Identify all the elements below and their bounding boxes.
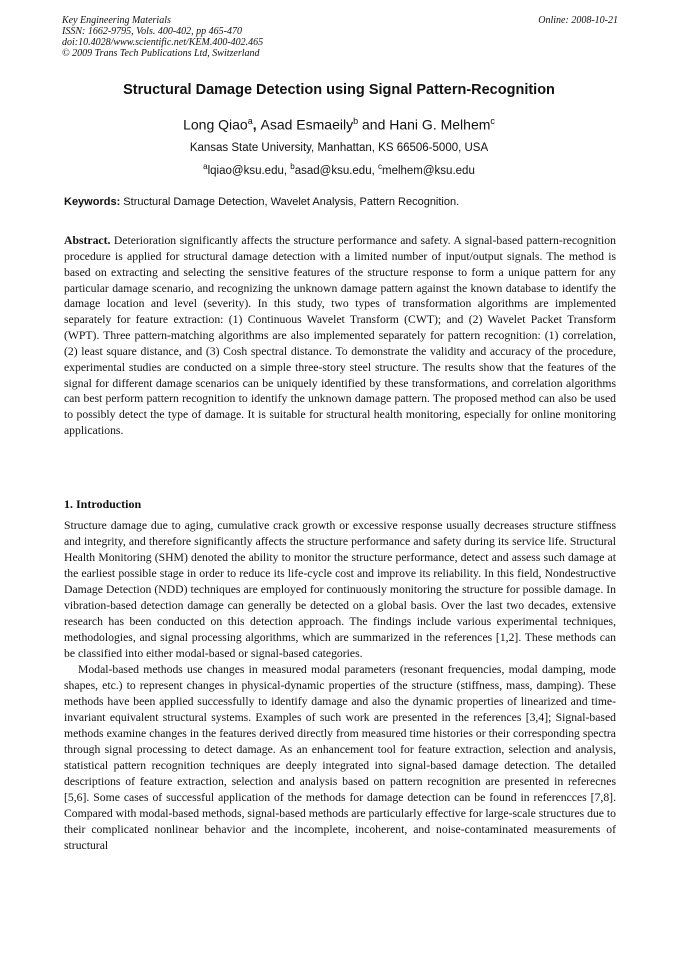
- author-superscript: a: [247, 116, 253, 126]
- email-address: melhem@ksu.edu: [381, 164, 475, 177]
- copyright-line: © 2009 Trans Tech Publications Ltd, Switzerland: [62, 48, 260, 59]
- keywords-label: Keywords:: [64, 196, 121, 208]
- intro-paragraph-1: Structure damage due to aging, cumulative crack growth or excessive response usually decreases structure stiffness and integrity, and therefore significantly affects the structure performance and safety during its service life. Structural Health Monitoring (SHM) denoted the ability to monitor the structure performance, detect and assess such damage at the earliest possible stage in order to reduce its life-cycle cost and improve its reliability. In this field, Nondestructive Damage Detection (NDD) techniques are employed for continuously monitoring the structure for possible damage. In vibration-based detection damage can generally be detected on a global basis. Over the last two decades, extensive research has been conducted on this detection approach. The findings include various experimental techniques, methodologies, and signal processing algorithms, which are summarized in the references [1,2]. These methods can be classified into either modal-based or signal-based categories.: [64, 519, 616, 660]
- author-list: [60, 116, 618, 133]
- online-date: Online: 2008-10-21: [538, 15, 618, 26]
- keywords-text: Structural Damage Detection, Wavelet Analysis, Pattern Recognition.: [120, 196, 460, 208]
- doi-line: doi:10.4028/www.scientific.net/KEM.400-402.465: [62, 37, 264, 48]
- journal-name: Key Engineering Materials: [62, 15, 171, 26]
- email-superscript: a: [203, 162, 208, 171]
- author-name: Long Qiao: [183, 116, 248, 133]
- issn-line: ISSN: 1662-9795, Vols. 400-402, pp 465-470: [62, 26, 242, 37]
- abstract-text: Deterioration significantly affects the structure performance and safety. A signal-based pattern-recognition procedure is applied for structural damage detection with a limited number of input/output signals. The method is based on extracting and selecting the sensitive features of the structure response to form a unique pattern for any particular damage scenario, and recognizing the unknown damage pattern against the known database to identify the damage location and level (severity). In this study, two types of transformation algorithms are implemented separately for feature extraction: (1) Continuous Wavelet Transform (CWT); and (2) Wavelet Packet Transform (WPT). Three pattern-matching algorithms are also implemented separately for pattern recognition: (1) correlation, (2) least square distance, and (3) Cosh spectral distance. To demonstrate the validity and accuracy of the procedure, experimental studies are conducted on a simple three-story steel structure. The results show that the features of the signal for different damage scenarios can be uniquely identified by these transformations, and correlation algorithms can best perform pattern recognition to identify the unknown damage pattern. The proposed method can also be used to possibly detect the type of damage. It is suitable for structural health monitoring, especially for online monitoring applications.: [64, 234, 616, 438]
- introduction-body: [64, 518, 616, 854]
- email-superscript: b: [290, 162, 295, 171]
- email-address: lqiao@ksu.edu,: [207, 164, 291, 177]
- author-separator: and: [358, 116, 390, 133]
- abstract-label: Abstract.: [64, 234, 111, 247]
- keywords: [64, 196, 620, 208]
- email-list: [60, 162, 618, 177]
- author-separator: ,: [252, 116, 261, 133]
- author-name: Asad Esmaeily: [260, 116, 354, 133]
- journal-header: [62, 15, 618, 59]
- paper-title: Structural Damage Detection using Signal Pattern-Recognition: [123, 82, 555, 98]
- intro-paragraph-2: Modal-based methods use changes in measured modal parameters (resonant frequencies, modal damping, mode shapes, etc.) to represent changes in physical-dynamic properties of the structure (stiffness, mass, damping). These methods have been applied successfully to identify damage and also the dynamic properties of linearized and time-invariant equivalent structural systems. Examples of such work are presented in the references [3,4]; Signal-based methods examine changes in the features derived directly from measured time histories or their corresponding spectra through signal processing to detect damage. As an enhancement tool for feature extraction, selection and analysis, statistical pattern recognition techniques are deeply integrated into signal-based damage detection. The detailed descriptions of feature extraction, selection and analysis based on pattern recognition are presented in referecnes [5,6]. Some cases of successful application of the methods for damage detection can be found in referencces [7,8]. Compared with modal-based methods, signal-based methods are particularly effective for large-scale structures due to their complicated nonlinear behavior and the incomplete, incoherent, and noise-contaminated measurements of structural: [64, 663, 616, 852]
- author-superscript: b: [353, 116, 359, 126]
- email-superscript: c: [377, 162, 382, 171]
- abstract: [64, 233, 616, 439]
- author-name: Hani G. Melhem: [389, 116, 491, 133]
- email-address: asad@ksu.edu,: [294, 164, 378, 177]
- author-superscript: c: [490, 116, 495, 126]
- affiliation: Kansas State University, Manhattan, KS 66506-5000, USA: [189, 142, 489, 154]
- section-heading-introduction: 1. Introduction: [64, 497, 142, 511]
